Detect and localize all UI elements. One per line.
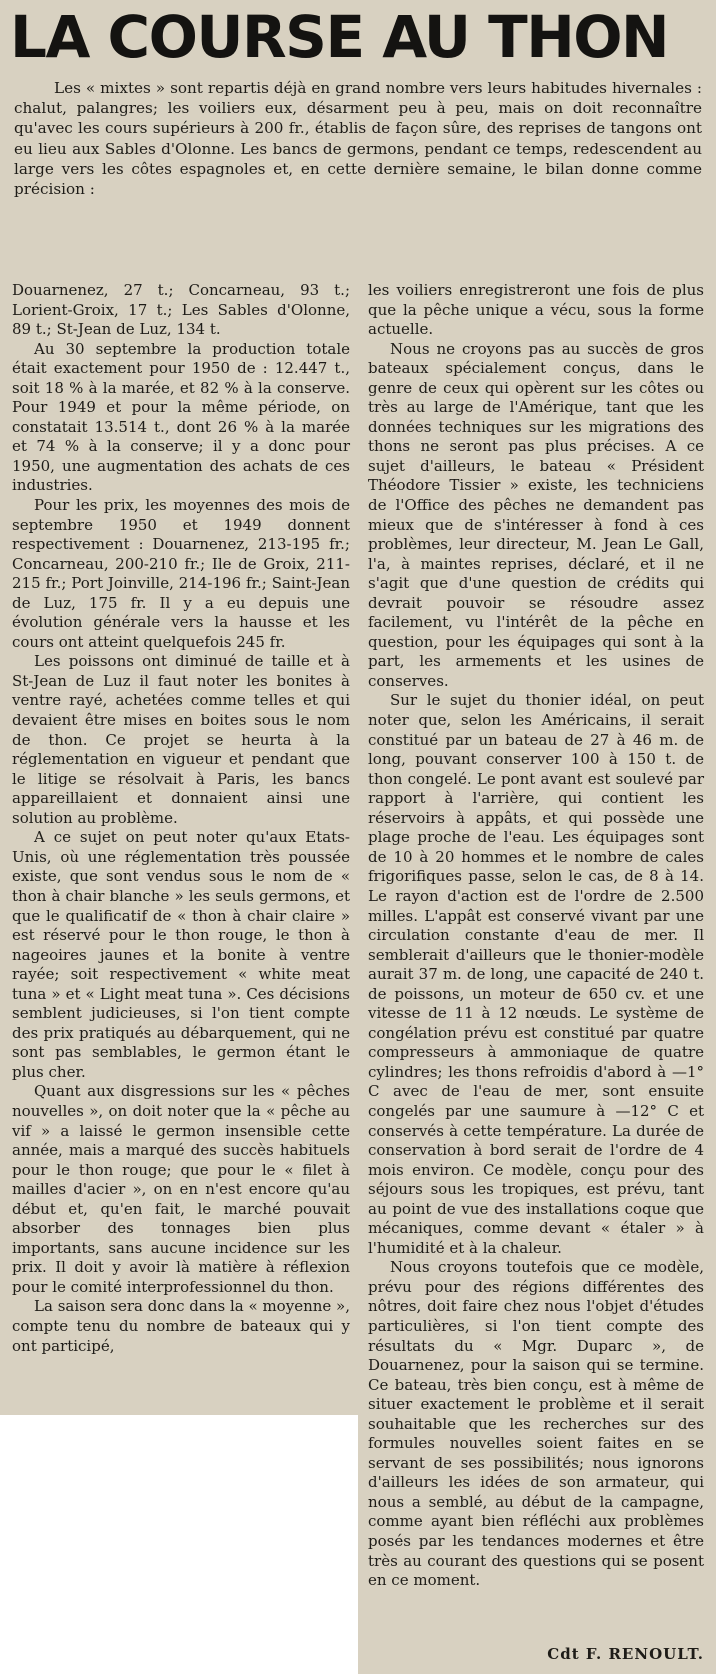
paragraph: Quant aux disgressions sur les « pêches nouvelles », on doit noter que la « pêche au vif » a laissé le germon insensible cette année, mais a marqué des succès habituels pour le thon rouge; que pour le « filet à mailles d'acier », on en n'est encore qu'au début et, qu'en fait, le marché pouvait absorber des tonnages bien plus importants, sans aucune incidence sur les prix. Il doit y avoir là matière à réflexion pour le comité interprofessionnel du thon. — [12, 1082, 350, 1296]
paragraph: Pour les prix, les moyennes des mois de septembre 1950 et 1949 donnent respectivement : Douarnenez, 213-195 fr.; Concarneau, 200-210 fr.; Ile de Groix, 211-215 fr.; Port Joinville, 214-196 fr.; Saint-Jean de Luz, 175 fr. Il y a eu depuis une évolution générale vers la hausse et les cours ont atteint quelquefois 245 fr. — [12, 496, 350, 651]
lead-paragraph: Les « mixtes » sont repartis déjà en grand nombre vers leurs habitudes hivernales : chalut, palangres; les voiliers eux, désarment peu à peu, mais on doit reconnaître qu'avec les cours supérieurs à 200 fr., établis de façon sûre, des reprises de tangons ont eu lieu aux Sables d'Olonne. Les bancs de germons, pendant ce temps, redescendent au large vers les côtes espagnoles et, en cette dernière semaine, le bilan donne comme précision : — [14, 79, 702, 199]
author-signature: Cdt F. RENOULT. — [547, 1645, 704, 1663]
paragraph: La saison sera donc dans la « moyenne », compte tenu du nombre de bateaux qui y ont participé, — [12, 1297, 350, 1355]
paragraph: les voiliers enregistreront une fois de plus que la pêche unique a vécu, sous la forme actuelle. — [368, 281, 704, 339]
paragraph: A ce sujet on peut noter qu'aux Etats-Unis, où une réglementation très poussée existe, que sont vendus sous le nom de « thon à chair blanche » les seuls germons, et que le qualificatif de « thon à chair claire » est réservé pour le thon rouge, le thon à nageoires jaunes et la bonite à ventre rayée; soit respectivement « white meat tuna » et « Light meat tuna ». Ces décisions semblent judicieuses, si l'on tient compte des prix pratiqués au débarquement, qui ne sont pas semblables, le germon étant le plus cher. — [12, 828, 350, 1081]
paragraph: Douarnenez, 27 t.; Concarneau, 93 t.; Lorient-Groix, 17 t.; Les Sables d'Olonne, 89 t.; St-Jean de Luz, 134 t. — [12, 281, 350, 339]
paragraph: Les poissons ont diminué de taille et à St-Jean de Luz il faut noter les bonites à ventre rayé, achetées comme telles et qui devaient être mises en boites sous le nom de thon. Ce projet se heurta à la réglementation en vigueur et pendant que le litige se résolvait à Paris, les bancs appareillaient et donnaient ainsi une solution au problème. — [12, 652, 350, 827]
headline: LA COURSE AU THON — [10, 3, 669, 71]
left-column — [12, 281, 350, 1356]
paragraph: Nous ne croyons pas au succès de gros bateaux spécialement conçus, dans le genre de ceux qui opèrent sur les côtes ou très au large de l'Amérique, tant que les données techniques sur les migrations des thons ne seront pas plus précises. A ce sujet d'ailleurs, le bateau « Président Théodore Tissier » existe, les techniciens de l'Office des pêches ne demandent pas mieux que de s'intéresser à fond à ces problèmes, leur directeur, M. Jean Le Gall, l'a, à maintes reprises, déclaré, et il ne s'agit que d'une question de crédits qui devrait pouvoir se résoudre assez facilement, vu l'intérêt de la pêche en question, pour les équipages qui sont à la part, les armements et les usines de conserves. — [368, 339, 704, 690]
paragraph: Sur le sujet du thonier idéal, on peut noter que, selon les Américains, il serait constitué par un bateau de 27 à 46 m. de long, pouvant conserver 100 à 150 t. de thon congelé. Le pont avant est soulevé par rapport à l'arrière, qui contient les réservoirs à appâts, et qui possède une plage proche de l'eau. Les équipages sont de 10 à 20 hommes et le nombre de cales frigorifiques passe, selon le cas, de 8 à 14. Le rayon d'action est de l'ordre de 2.500 milles. L'appât est conservé vivant par une circulation constante d'eau de mer. Il semblerait d'ailleurs que le thonier-modèle aurait 37 m. de long, une capacité de 240 t. de poissons, un moteur de 650 cv. et une vitesse de 11 à 12 nœuds. Le système de congélation prévu est constitué par quatre compresseurs à ammoniaque de quatre cylindres; les thons refroidis d'abord à —1° C avec de l'eau de mer, sont ensuite congelés par une saumure à —12° C et conservés à cette température. La durée de conservation à bord serait de l'ordre de 4 mois environ. Ce modèle, conçu pour des séjours sous les tropiques, est prévu, tant au point de vue des installations coque que mécaniques, comme devant « étaler » à l'humidité et à la chaleur. — [368, 691, 704, 1257]
paragraph: Nous croyons toutefois que ce modèle, prévu pour des régions différentes des nôtres, doit faire chez nous l'objet d'études particulières, si l'on tient compte des résultats du « Mgr. Duparc », de Douarnenez, pour la saison qui se termine. Ce bateau, très bien conçu, est à même de situer exactement le problème et il serait souhaitable que les recherches sur des formules nouvelles soient faites en se servant de ses possibilités; nous ignorons d'ailleurs les idées de son armateur, qui nous a semblé, au début de la campagne, comme ayant bien réfléchi aux problèmes posés par les tendances modernes et être très au courant des questions qui se posent en ce moment. — [368, 1258, 704, 1590]
paragraph: Au 30 septembre la production totale était exactement pour 1950 de : 12.447 t., soit 18 % à la marée, et 82 % à la conserve. Pour 1949 et pour la même période, on constatait 13.514 t., dont 26 % à la marée et 74 % à la conserve; il y a donc pour 1950, une augmentation des achats de ces industries. — [12, 339, 350, 495]
right-column — [368, 281, 704, 1591]
